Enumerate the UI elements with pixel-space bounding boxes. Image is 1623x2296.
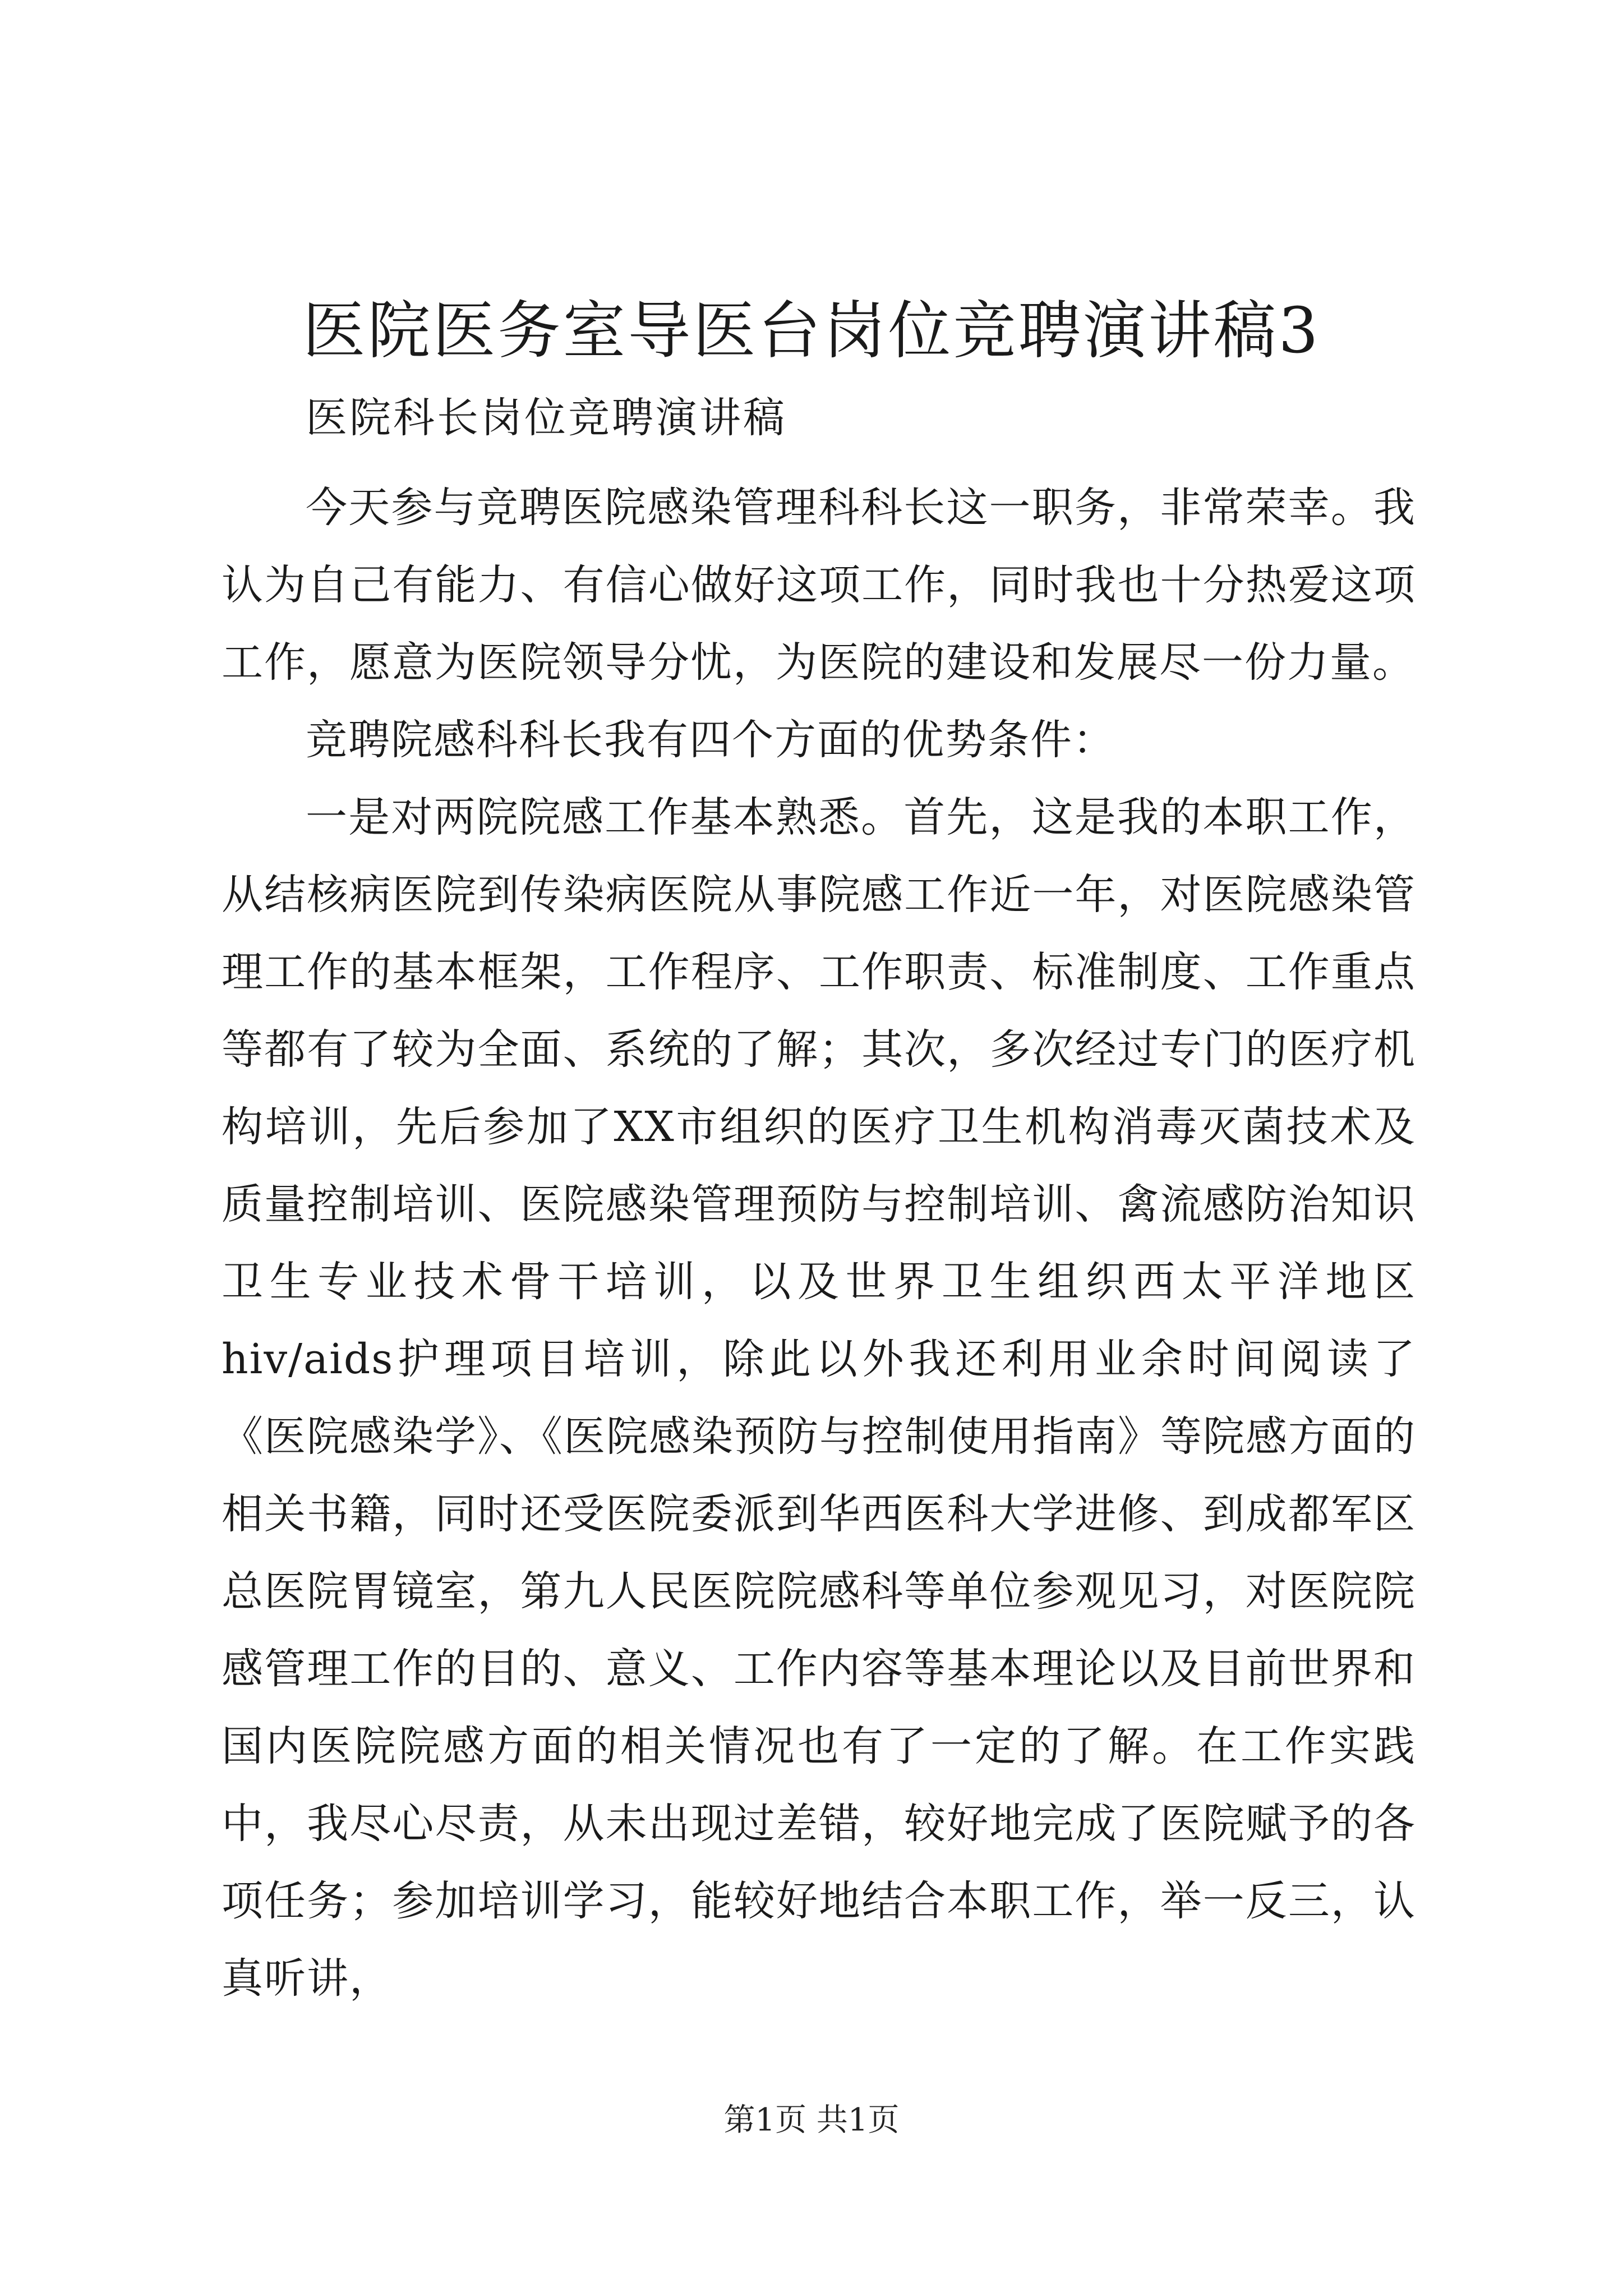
document-body bbox=[222, 469, 1416, 2017]
document-title: 医院医务室导医台岗位竞聘演讲稿3 bbox=[302, 295, 1321, 367]
paragraph: 竞聘院感科科长我有四个方面的优势条件： bbox=[306, 716, 1115, 764]
paragraph: 今天参与竞聘医院感染管理科科长这一职务，非常荣幸。我认为自己有能力、有信心做好这项工作，同时我也十分热爱这项工作，愿意为医院领导分忧，为医院的建设和发展尽一份力量。 bbox=[222, 484, 1416, 687]
page-number: 第1页 共1页 bbox=[723, 2102, 900, 2138]
paragraph: 一是对两院院感工作基本熟悉。首先，这是我的本职工作，从结核病医院到传染病医院从事院感工作近一年，对医院感染管理工作的基本框架，工作程序、工作职责、标准制度、工作重点等都有了较为全面、系统的了解；其次，多次经过专门的医疗机构培训，先后参加了XX市组织的医疗卫生机构消毒灭菌技术及质量控制培训、医院感染管理预防与控制培训、禽流感防治知识卫生专业技术骨干培训，以及世界卫生组织西太平洋地区hiv/aids护理项目培训，除此以外我还利用业余时间阅读了《医院感染学》、《医院感染预防与控制使用指南》等院感方面的相关书籍，同时还受医院委派到华西医科大学进修、到成都军区总医院胃镜室，第九人民医院院感科等单位参观见习，对医院院感管理工作的目的、意义、工作内容等基本理论以及目前世界和国内医院院感方面的相关情况也有了一定的了解。在工作实践中，我尽心尽责，从未出现过差错，较好地完成了医院赋予的各项任务；参加培训学习，能较好地结合本职工作，举一反三，认真听讲， bbox=[222, 793, 1416, 2003]
document-subtitle: 医院科长岗位竞聘演讲稿 bbox=[306, 394, 787, 442]
